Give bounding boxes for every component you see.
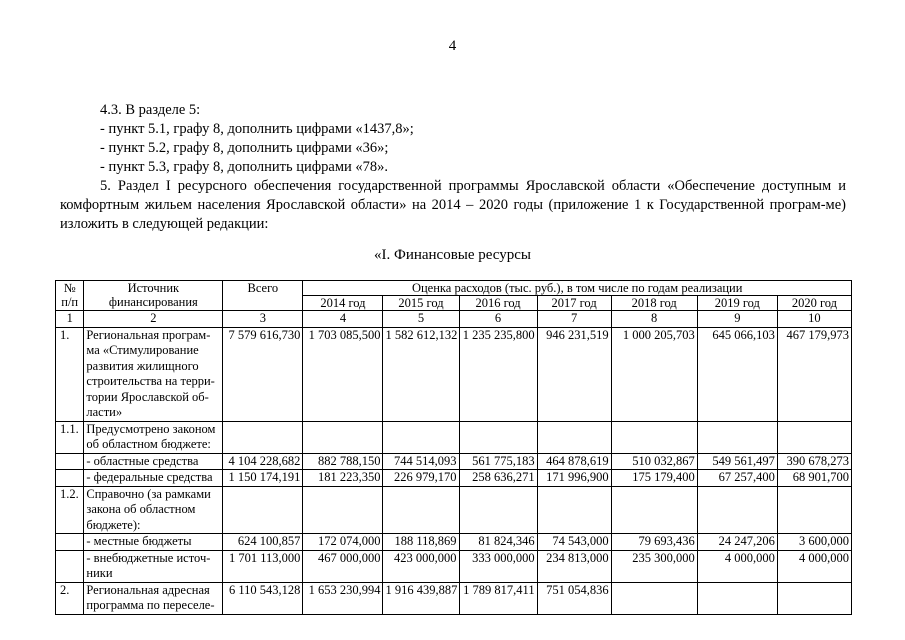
- row-total-value: 1 701 113,000: [223, 550, 303, 582]
- row-source-name: - внебюджетные источ-ники: [84, 550, 223, 582]
- row-year-value: [777, 582, 851, 614]
- table-row: [56, 486, 852, 534]
- row-year-value: [697, 486, 777, 534]
- section-title: «I. Финансовые ресурсы: [373, 247, 532, 263]
- row-year-value: 234 813,000: [537, 550, 611, 582]
- page-number: 4: [448, 38, 457, 54]
- row-number: [56, 550, 84, 582]
- column-number: 7: [537, 311, 611, 328]
- column-number: 4: [303, 311, 383, 328]
- row-year-value: [777, 486, 851, 534]
- table-row: [56, 327, 852, 421]
- row-year-value: 68 901,700: [777, 470, 851, 487]
- row-source-name: Региональная адресная программа по переселе-: [84, 582, 223, 614]
- column-number: 5: [383, 311, 459, 328]
- row-year-value: 3 600,000: [777, 534, 851, 551]
- row-year-value: 751 054,836: [537, 582, 611, 614]
- row-year-value: 74 543,000: [537, 534, 611, 551]
- row-source-name: - федеральные средства: [84, 470, 223, 487]
- row-year-value: 1 916 439,887: [383, 582, 459, 614]
- paragraph-item-5-1: - пункт 5.1, графу 8, дополнить цифрами «1437,8»;: [100, 121, 414, 137]
- column-number-row: [56, 311, 852, 328]
- header-source: Источник финансирования: [84, 281, 223, 311]
- row-year-value: [459, 486, 537, 534]
- row-year-value: 175 179,400: [611, 470, 697, 487]
- table-row: [56, 470, 852, 487]
- paragraph-5-text: 5. Раздел I ресурсного обеспечения государственной программы Ярославской области «Обеспечение доступным и комфортным жильем населения Ярославской области» на 2014 – 2020 годы (приложение 1 к Государственной програм-ме) изложить в следующей редакции:: [60, 178, 846, 232]
- row-total-value: 6 110 543,128: [223, 582, 303, 614]
- row-year-value: 1 653 230,994: [303, 582, 383, 614]
- row-year-value: 423 000,000: [383, 550, 459, 582]
- row-year-value: 258 636,271: [459, 470, 537, 487]
- row-year-value: 67 257,400: [697, 470, 777, 487]
- header-year: 2020 год: [777, 296, 851, 311]
- table-row: [56, 550, 852, 582]
- row-year-value: [611, 421, 697, 453]
- row-source-name: Предусмотрено законом об областном бюджете:: [84, 421, 223, 453]
- paragraph-4-3: 4.3. В разделе 5:: [100, 102, 201, 118]
- header-year: 2014 год: [303, 296, 383, 311]
- table-row: [56, 421, 852, 453]
- row-year-value: 561 775,183: [459, 453, 537, 470]
- row-year-value: [537, 421, 611, 453]
- row-total-value: 4 104 228,682: [223, 453, 303, 470]
- header-estimate: Оценка расходов (тыс. руб.), в том числе по годам реализации: [303, 281, 852, 296]
- row-source-name: Региональная програм-ма «Стимулирование развития жилищного строительства на терри-тории Ярославской об-ласти»: [84, 327, 223, 421]
- row-total-value: 7 579 616,730: [223, 327, 303, 421]
- row-year-value: 467 000,000: [303, 550, 383, 582]
- row-year-value: 79 693,436: [611, 534, 697, 551]
- table-row: [56, 582, 852, 614]
- row-year-value: 549 561,497: [697, 453, 777, 470]
- row-number: [56, 453, 84, 470]
- row-year-value: [697, 421, 777, 453]
- row-number: 1.: [56, 327, 84, 421]
- row-source-name: Справочно (за рамками закона об областном бюджете):: [84, 486, 223, 534]
- row-total-value: 624 100,857: [223, 534, 303, 551]
- row-year-value: [611, 582, 697, 614]
- row-year-value: 744 514,093: [383, 453, 459, 470]
- row-total-value: [223, 421, 303, 453]
- row-year-value: 390 678,273: [777, 453, 851, 470]
- column-number: 1: [56, 311, 84, 328]
- row-year-value: [777, 421, 851, 453]
- header-no: № п/п: [56, 281, 84, 311]
- paragraph-item-5-3: - пункт 5.3, графу 8, дополнить цифрами «78».: [100, 159, 389, 175]
- row-year-value: 1 000 205,703: [611, 327, 697, 421]
- header-year: 2015 год: [383, 296, 459, 311]
- column-number: 2: [84, 311, 223, 328]
- row-year-value: 235 300,000: [611, 550, 697, 582]
- row-year-value: 4 000,000: [697, 550, 777, 582]
- row-year-value: 226 979,170: [383, 470, 459, 487]
- row-year-value: 882 788,150: [303, 453, 383, 470]
- row-year-value: 172 074,000: [303, 534, 383, 551]
- row-source-name: - местные бюджеты: [84, 534, 223, 551]
- column-number: 3: [223, 311, 303, 328]
- table-row: [56, 453, 852, 470]
- row-year-value: 1 789 817,411: [459, 582, 537, 614]
- row-year-value: 4 000,000: [777, 550, 851, 582]
- column-number: 6: [459, 311, 537, 328]
- row-year-value: [303, 421, 383, 453]
- header-year: 2016 год: [459, 296, 537, 311]
- row-year-value: 333 000,000: [459, 550, 537, 582]
- column-number: 9: [697, 311, 777, 328]
- row-year-value: 1 703 085,500: [303, 327, 383, 421]
- row-number: 1.1.: [56, 421, 84, 453]
- row-year-value: 467 179,973: [777, 327, 851, 421]
- paragraph-5: [60, 177, 846, 234]
- row-year-value: 946 231,519: [537, 327, 611, 421]
- column-number: 10: [777, 311, 851, 328]
- row-year-value: 24 247,206: [697, 534, 777, 551]
- row-year-value: [459, 421, 537, 453]
- row-year-value: [383, 421, 459, 453]
- row-number: 1.2.: [56, 486, 84, 534]
- row-source-name: - областные средства: [84, 453, 223, 470]
- row-number: 2.: [56, 582, 84, 614]
- row-year-value: 171 996,900: [537, 470, 611, 487]
- row-year-value: 510 032,867: [611, 453, 697, 470]
- header-total: Всего: [223, 281, 303, 311]
- row-number: [56, 534, 84, 551]
- row-number: [56, 470, 84, 487]
- header-year: 2018 год: [611, 296, 697, 311]
- row-year-value: 464 878,619: [537, 453, 611, 470]
- row-year-value: [697, 582, 777, 614]
- header-year: 2019 год: [697, 296, 777, 311]
- row-year-value: [537, 486, 611, 534]
- paragraph-item-5-2: - пункт 5.2, графу 8, дополнить цифрами «36»;: [100, 140, 389, 156]
- header-year: 2017 год: [537, 296, 611, 311]
- row-year-value: 645 066,103: [697, 327, 777, 421]
- row-total-value: 1 150 174,191: [223, 470, 303, 487]
- row-year-value: 81 824,346: [459, 534, 537, 551]
- column-number: 8: [611, 311, 697, 328]
- table-row: [56, 534, 852, 551]
- row-year-value: 181 223,350: [303, 470, 383, 487]
- row-year-value: 188 118,869: [383, 534, 459, 551]
- financial-resources-table: [55, 280, 852, 615]
- table-header-row: [56, 281, 852, 296]
- row-year-value: [611, 486, 697, 534]
- row-year-value: 1 582 612,132: [383, 327, 459, 421]
- row-year-value: 1 235 235,800: [459, 327, 537, 421]
- row-year-value: [383, 486, 459, 534]
- row-total-value: [223, 486, 303, 534]
- row-year-value: [303, 486, 383, 534]
